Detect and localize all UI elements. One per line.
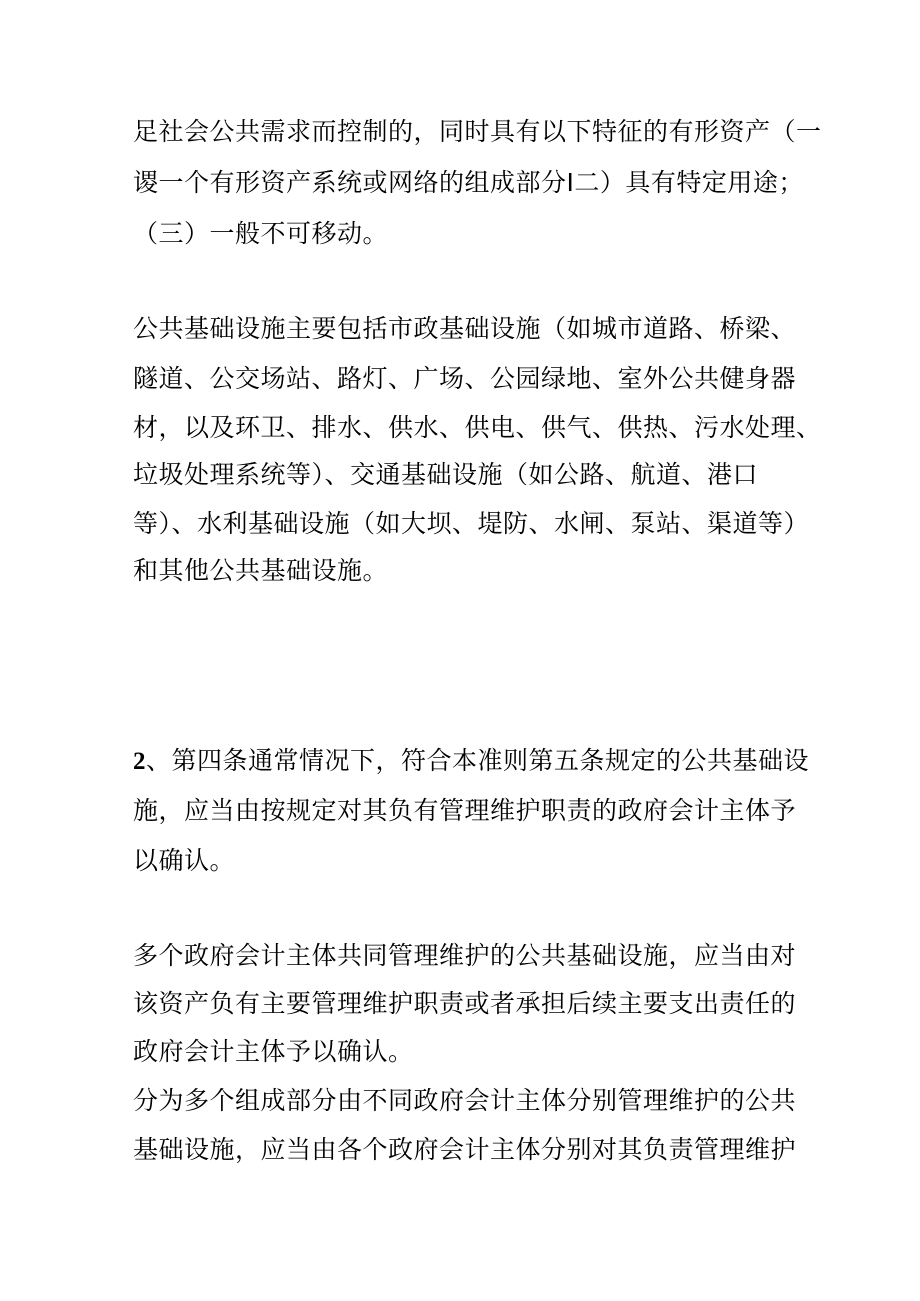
paragraph-3-line-1: [133, 745, 809, 778]
paragraph-2-line-3: 材，以及环卫、排水、供水、供电、供气、供热、污水处理、: [133, 413, 822, 442]
paragraph-3-line-1-text: 、第四条通常情况下，符合本准则第五条规定的公共基础设: [146, 746, 810, 775]
paragraph-1-line-2: 谡一个有形资产系统或网络的组成部分I二）具有特定用途；: [133, 168, 804, 197]
paragraph-3-line-3: 以确认。: [133, 846, 236, 875]
paragraph-4-line-2: 该资产负有主要管理维护职责或者承担后续主要支出责任的: [133, 989, 797, 1018]
paragraph-1-line-1: 足社会公共需求而控制的，同时具有以下特征的有形资产（一: [133, 117, 822, 146]
paragraph-1-line-3: （三）一般不可移动。: [133, 219, 389, 248]
paragraph-4-line-5: 基础设施，应当由各个政府会计主体分别对其负责管理维护: [133, 1135, 797, 1164]
paragraph-2-line-1: 公共基础设施主要包括市政基础设施（如城市道路、桥梁、: [133, 314, 797, 343]
paragraph-4-line-3: 政府会计主体予以确认。: [133, 1037, 414, 1066]
paragraph-2-line-6: 和其他公共基础设施。: [133, 556, 389, 585]
paragraph-4-line-1: 多个政府会计主体共同管理维护的公共基础设施，应当由对: [133, 941, 797, 970]
paragraph-2-line-4: 垃圾处理系统等）、交通基础设施（如公路、航道、港口: [133, 460, 759, 489]
paragraph-3-line-2: 施，应当由按规定对其负有管理维护职责的政府会计主体予: [133, 796, 797, 825]
paragraph-3-number: 2: [133, 748, 146, 775]
paragraph-2-line-5: 等）、水利基础设施（如大坝、堤防、水闸、泵站、渠道等）: [133, 509, 810, 538]
paragraph-2-line-2: 隧道、公交场站、路灯、广场、公园绿地、室外公共健身器: [133, 364, 797, 393]
paragraph-4-line-4: 分为多个组成部分由不同政府会计主体分别管理维护的公共: [133, 1086, 797, 1115]
